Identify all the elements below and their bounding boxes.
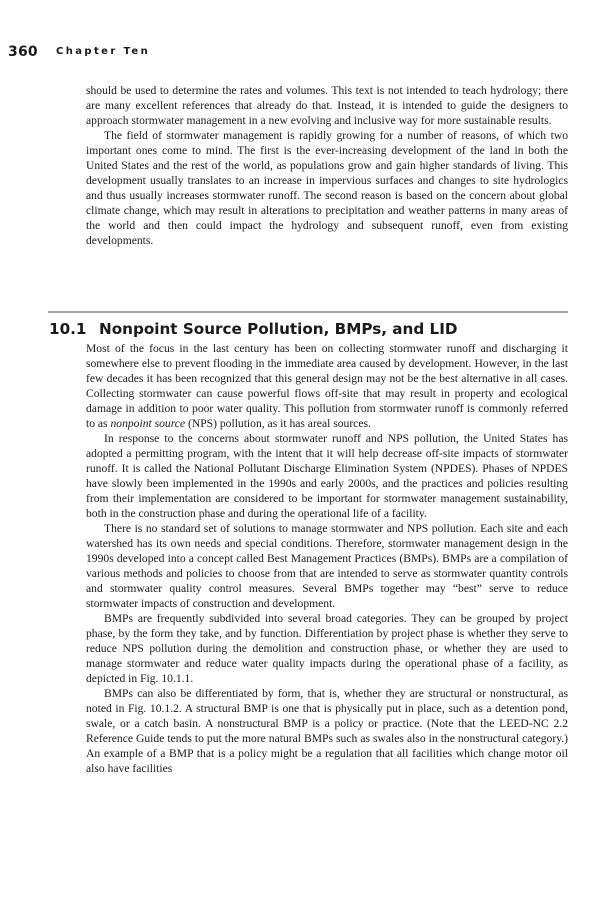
chapter-label: Chapter Ten [56,46,151,57]
section-body [86,341,568,776]
paragraph: There is no standard set of solutions to manage stormwater and NPS pollution. Each site and each watershed has its own needs and special conditions. Therefore, stormwater management design in the 1990s developed into a concept called Best Management Practices (BMPs). BMPs are a compilation of various methods and policies to choose from that are intended to serve as stormwater quantity controls and stormwater quality control measures. Several BMPs together may “best” serve to reduce stormwater impacts of construction and development. [86,522,568,610]
italic-term: nonpoint source [110,417,186,430]
paragraph: should be used to determine the rates and volumes. This text is not intended to teach hydrology; there are many excellent references that already do that. Instead, it is intended to guide the designers to approach stormwater management in a new evolving and inclusive way for more sustainable results. [86,84,568,127]
section-heading [49,320,569,338]
paragraph-text: (NPS) pollution, as it has areal sources. [185,417,371,430]
paragraph [86,341,568,431]
running-head [8,44,594,64]
paragraph: BMPs are frequently subdivided into several broad categories. They can be grouped by project phase, by the form they take, and by function. Differentiation by project phase is whether they serve to reduce NPS pollution during the demolition and construction phase, or whether they are used to manage stormwater and reduce water quality impacts during the operational phase of a facility, as depicted in Fig. 10.1.1. [86,612,568,685]
intro-text [86,83,568,248]
section-title: Nonpoint Source Pollution, BMPs, and LID [99,320,458,338]
page-number: 360 [8,44,38,60]
paragraph: BMPs can also be differentiated by form, that is, whether they are structural or nonstructural, as noted in Fig. 10.1.2. A structural BMP is one that is physically put in place, such as a detention pond, swale, or a catch basin. A nonstructural BMP is a policy or practice. (Note that the LEED-NC 2.2 Reference Guide tends to put the more natural BMPs such as swales also in the nonstructural category.) An example of a BMP that is a policy might be a regulation that all facilities which change motor oil also have facilities [86,687,568,775]
paragraph-text: Most of the focus in the last century has been on collecting stormwater runoff and discharging it somewhere else to prevent flooding in the immediate area caused by development. However, in the last few decades it has been recognized that this general design may not be the best alternative in all cases. Collecting stormwater can cause powerful flows off-site that may result in property and ecological damage in addition to poor water quality. This pollution from stormwater runoff is commonly referred to as [86,342,568,430]
paragraph: In response to the concerns about stormwater runoff and NPS pollution, the United States has adopted a permitting program, with the intent that it will help decrease off-site impacts of stormwater runoff. It is called the National Pollutant Discharge Elimination System (NPDES). Phases of NPDES have slowly been implemented in the 1990s and early 2000s, and the practices and policies resulting from their implementation are considered to be important for stormwater management sustainability, both in the construction phase and during the operational life of a facility. [86,432,568,520]
section-divider [48,311,568,313]
section-number: 10.1 [49,320,87,338]
paragraph: The field of stormwater management is rapidly growing for a number of reasons, of which two important ones come to mind. The first is the ever-increasing development of the land in both the United States and the rest of the world, as populations grow and gain higher standards of living. This development usually translates to an increase in impervious surfaces and changes to site hydrologics and thus usually increases stormwater runoff. The second reason is based on the concern about global climate change, which may result in alterations to precipitation and weather patterns in many areas of the world and then could impact the hydrology and subsequent runoff, even from existing developments. [86,129,568,247]
